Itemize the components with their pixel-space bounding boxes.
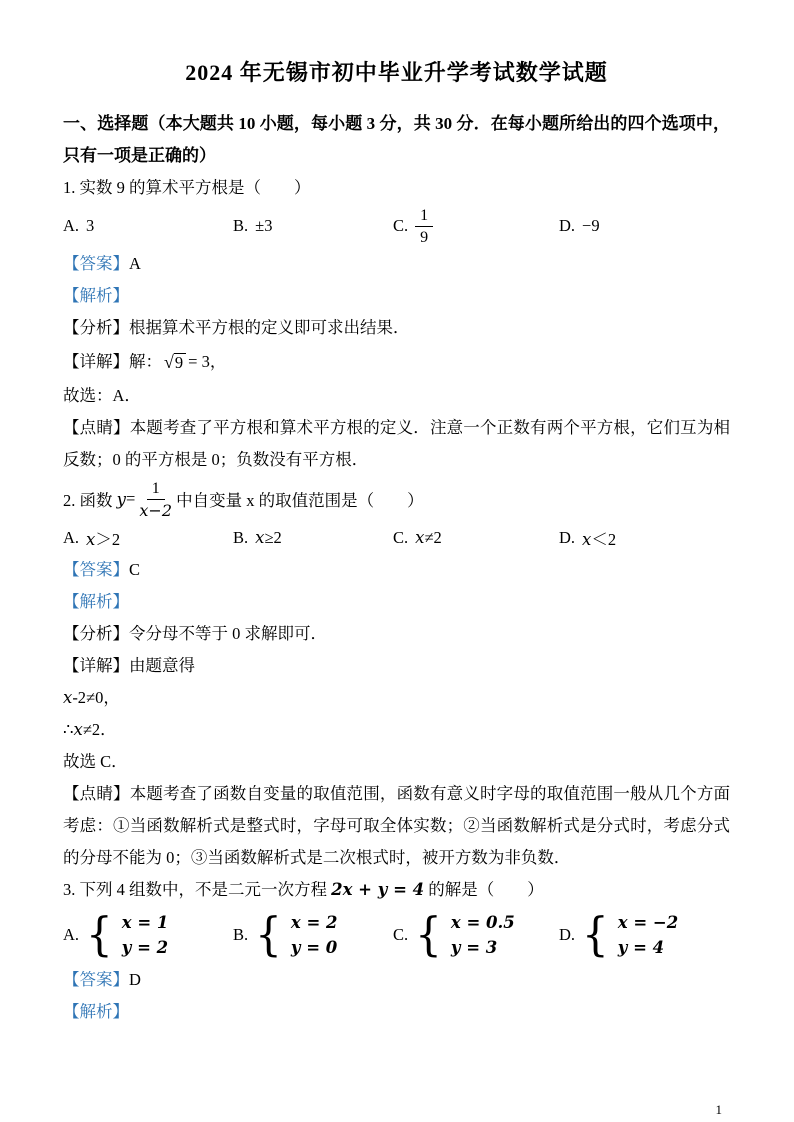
answer-value: D bbox=[129, 970, 141, 989]
option-value: −9 bbox=[582, 216, 600, 235]
xiangjie-text: 解： bbox=[129, 352, 162, 371]
sqrt-result: = 3， bbox=[188, 352, 227, 371]
radical-sign: √ bbox=[164, 351, 174, 372]
jiexi-label: 【解析】 bbox=[63, 592, 129, 611]
fraction bbox=[415, 206, 433, 247]
square-root bbox=[164, 353, 186, 372]
option-value: x≥2 bbox=[255, 528, 282, 547]
left-brace: { bbox=[415, 908, 442, 961]
q1-option-b bbox=[233, 216, 393, 236]
q3-option-a bbox=[63, 910, 233, 960]
q2-option-b bbox=[233, 528, 393, 548]
option-letter: A. bbox=[63, 528, 80, 547]
option-value: x≠2 bbox=[415, 528, 442, 547]
option-letter: C. bbox=[393, 528, 409, 547]
q1-dianjing: 【点睛】本题考查了平方根和算术平方根的定义．注意一个正数有两个平方根，它们互为相反数；0 的平方根是 0；负数没有平方根． bbox=[63, 418, 730, 469]
q2-xiangjie: 【详解】由题意得 bbox=[63, 656, 195, 675]
fraction-denominator: x−2 bbox=[139, 500, 172, 520]
q3-options bbox=[63, 906, 730, 964]
q3-option-d bbox=[559, 910, 730, 960]
q2-step2: ∴x≠2． bbox=[63, 720, 117, 739]
q2-stem-post: 中自变量 x 的取值范围是（ ） bbox=[172, 491, 424, 510]
fraction-numerator: 1 bbox=[147, 479, 165, 500]
q1-xiangjie bbox=[63, 344, 730, 380]
q2-option-c bbox=[393, 528, 559, 548]
q3-option-b bbox=[233, 910, 393, 960]
option-letter: C. bbox=[393, 925, 409, 944]
xiangjie-label: 【详解】 bbox=[63, 352, 129, 371]
option-letter: B. bbox=[233, 528, 249, 547]
section-heading: 一、选择题（本大题共 10 小题，每小题 3 分，共 30 分．在每小题所给出的四个选项中，只有一项是正确的） bbox=[63, 114, 730, 165]
left-brace: { bbox=[582, 908, 609, 961]
q3-answer-line bbox=[63, 964, 730, 996]
q1-stem: 1. 实数 9 的算术平方根是（ ） bbox=[63, 178, 311, 197]
answer-value: C bbox=[129, 560, 141, 579]
q1-option-c bbox=[393, 206, 559, 247]
therefore-symbol: ∴ bbox=[63, 720, 74, 739]
q3-option-c bbox=[393, 910, 559, 960]
option-letter: D. bbox=[559, 528, 576, 547]
q2-stem-var: y bbox=[116, 489, 126, 509]
option-value: x＜2 bbox=[582, 530, 617, 549]
q3-stem: 3. 下列 4 组数中，不是二元一次方程 2x + y = 4 的解是（ ） bbox=[63, 880, 544, 899]
option-value: x＞2 bbox=[86, 530, 121, 549]
fraction-denominator: 9 bbox=[420, 228, 429, 246]
q3-jiexi-line bbox=[63, 996, 730, 1028]
answer-label: 【答案】 bbox=[63, 254, 129, 273]
left-brace: { bbox=[86, 908, 113, 961]
q1-jiexi-line bbox=[63, 280, 730, 312]
q2-option-d bbox=[559, 526, 730, 550]
q3-equation: 2x + y = 4 bbox=[331, 880, 425, 899]
fraction bbox=[139, 479, 172, 520]
q1-answer-line bbox=[63, 248, 730, 280]
equation-system: x = 1 y = 2 bbox=[121, 913, 169, 957]
q2-guxuan: 故选 C． bbox=[63, 752, 128, 771]
option-letter: B. bbox=[233, 925, 249, 944]
option-value: ±3 bbox=[255, 216, 273, 235]
option-value: 3 bbox=[86, 216, 95, 235]
option-letter: D. bbox=[559, 925, 576, 944]
jiexi-label: 【解析】 bbox=[63, 1002, 129, 1021]
q2-step1: x-2≠0， bbox=[63, 688, 120, 707]
q2-option-a bbox=[63, 526, 233, 550]
q2-jiexi-line bbox=[63, 586, 730, 618]
option-letter: A. bbox=[63, 925, 80, 944]
q2-fenxi: 【分析】令分母不等于 0 求解即可． bbox=[63, 624, 327, 643]
left-brace: { bbox=[255, 908, 282, 961]
q1-options bbox=[63, 204, 730, 248]
radicand: 9 bbox=[174, 353, 186, 372]
answer-value: A bbox=[129, 254, 141, 273]
answer-label: 【答案】 bbox=[63, 970, 129, 989]
q1-option-d bbox=[559, 216, 730, 236]
fraction-numerator: 1 bbox=[415, 206, 433, 227]
q2-answer-line bbox=[63, 554, 730, 586]
page-number: 1 bbox=[715, 1102, 722, 1117]
option-letter: A. bbox=[63, 216, 80, 235]
equation-system: x = 2 y = 0 bbox=[290, 913, 338, 957]
option-letter: C. bbox=[393, 216, 409, 235]
q1-guxuan: 故选：A． bbox=[63, 386, 141, 405]
jiexi-label: 【解析】 bbox=[63, 286, 129, 305]
q2-dianjing: 【点睛】本题考查了函数自变量的取值范围，函数有意义时字母的取值范围一般从几个方面考虑：①当函数解析式是整式时，字母可取全体实数；②当函数解析式是分式时，考虑分式的分母不能为 0；③当函数解析式是二次根式时，被开方数为非负数． bbox=[63, 784, 730, 867]
exam-title: 2024 年无锡市初中毕业升学考试数学试题 bbox=[185, 60, 608, 85]
equation-system: x = −2 y = 4 bbox=[617, 913, 679, 957]
q1-fenxi: 【分析】根据算术平方根的定义即可求出结果． bbox=[63, 318, 410, 337]
q2-stem-eq: = bbox=[125, 489, 140, 508]
equation-system: x = 0.5 y = 3 bbox=[450, 913, 515, 957]
q2-stem-pre: 2. 函数 bbox=[63, 491, 117, 510]
answer-label: 【答案】 bbox=[63, 560, 129, 579]
option-letter: D. bbox=[559, 216, 576, 235]
q2-options bbox=[63, 522, 730, 554]
q2-stem bbox=[63, 476, 730, 522]
q1-option-a bbox=[63, 216, 233, 236]
option-letter: B. bbox=[233, 216, 249, 235]
